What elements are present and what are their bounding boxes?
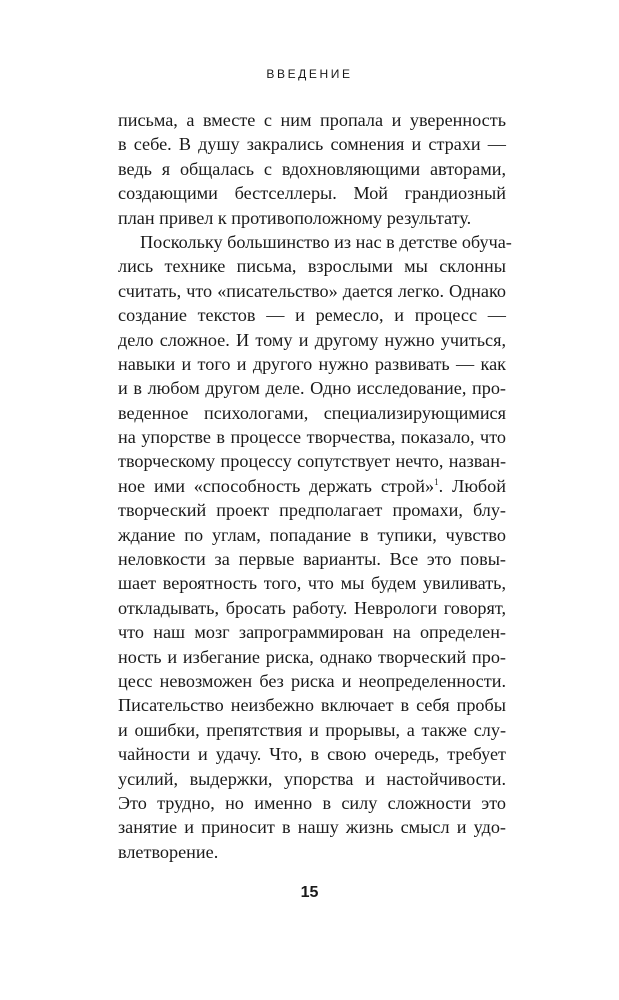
page-number: 15 (300, 884, 319, 901)
text-line: что наш мозг запрограммирован на определен- (118, 622, 506, 643)
text-line: считать, что «писательство» дается легко. Однако (118, 280, 506, 301)
text-line: план привел к противоположному результату. (118, 207, 472, 228)
text-line-tail: . Любой (438, 475, 506, 496)
text-line: создающими бестселлеры. Мой грандиозный (118, 183, 506, 204)
text-line-head: ное ими «способность держать строй» (118, 475, 435, 496)
text-line: Писательство неизбежно включает в себя пробы (118, 695, 506, 716)
text-line: откладывать, бросать работу. Неврологи говорят, (118, 597, 506, 618)
text-line: ждание по углам, попадание в тупики, чувство (118, 524, 506, 545)
text-line: ведь я общалась с вдохновляющими авторами, (118, 158, 506, 179)
text-line: Поскольку большинство из нас в детстве обуча- (140, 231, 512, 252)
text-line: веденное психологами, специализирующимися (118, 402, 506, 423)
body-text (118, 108, 512, 864)
text-line-with-footnote (118, 474, 506, 498)
running-head: ВВЕДЕНИЕ (266, 67, 353, 81)
text-line: творческому процессу сопутствует нечто, назван- (118, 451, 506, 472)
text-line: создание текстов — и ремесло, и процесс — (118, 305, 506, 326)
text-line: чайности и удачу. Что, в свою очередь, требует (118, 744, 506, 765)
text-line: влетворение. (118, 841, 219, 862)
text-line: навыки и того и другого нужно развивать — как (118, 353, 506, 374)
text-line: шает вероятность того, что мы будем увиливать, (118, 573, 506, 594)
text-line: занятие и приносит в нашу жизнь смысл и удо- (118, 817, 506, 838)
text-line: лись технике письма, взрослыми мы склонны (118, 256, 506, 277)
text-line: цесс невозможен без риска и неопределенности. (118, 670, 506, 691)
text-line: творческий проект предполагает промахи, блу- (118, 500, 506, 521)
text-line: Это трудно, но именно в силу сложности это (118, 792, 506, 813)
text-line: и в любом другом деле. Одно исследование, про- (118, 378, 506, 399)
text-line: и ошибки, препятствия и прорывы, а также слу- (118, 719, 506, 740)
text-line: ность и избегание риска, однако творческий про- (118, 646, 506, 667)
footnote-reference: 1 (434, 476, 439, 487)
text-line: усилий, выдержки, упорства и настойчивости. (118, 768, 506, 789)
text-line: дело сложное. И тому и другому нужно учиться, (118, 329, 506, 350)
text-line: письма, а вместе с ним пропала и уверенность (118, 110, 506, 130)
text-line: в себе. В душу закрались сомнения и страхи — (118, 134, 506, 155)
text-line: на упорстве в процессе творчества, показало, что (118, 427, 506, 448)
text-line: неловкости за первые варианты. Все это повы- (118, 549, 506, 570)
